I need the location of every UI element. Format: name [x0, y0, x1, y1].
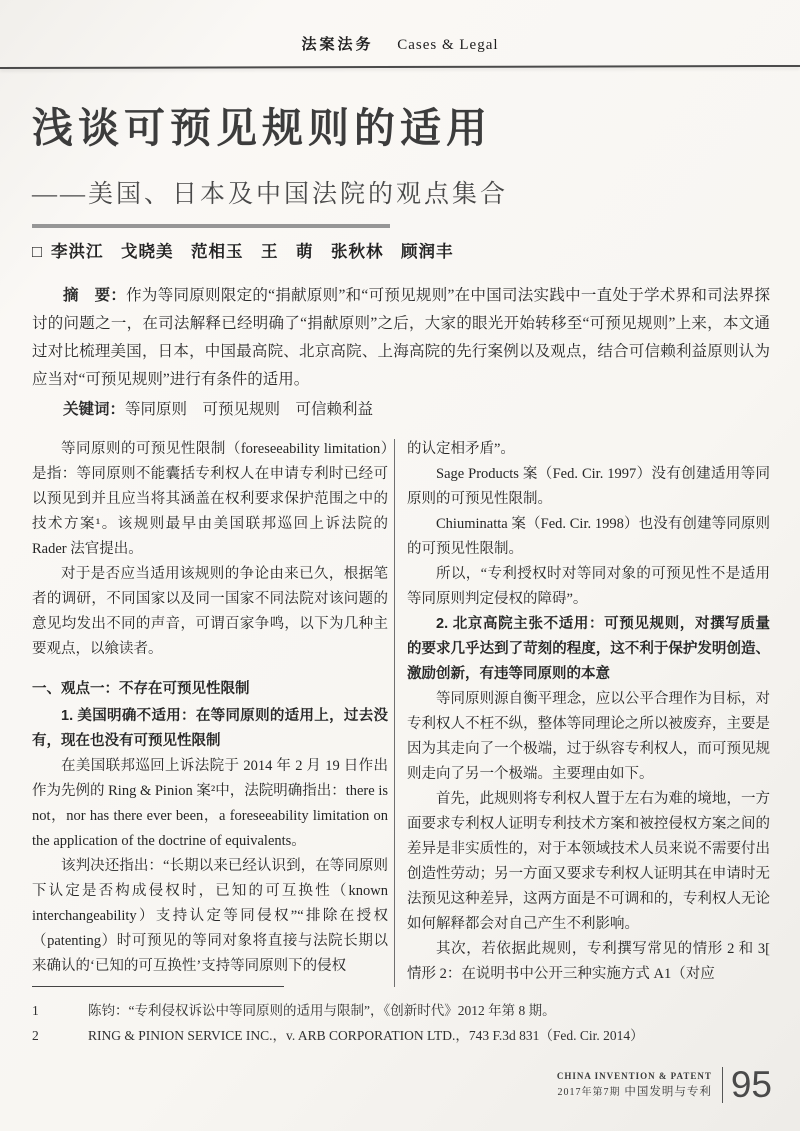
body-paragraph: 等同原则源自衡平理念，应以公平合理作为目标，对专利权人不枉不纵，整体等同理论之所以被废弃，主要是因为其走向了一个极端，过于纵容专利权人，而可预见规则走向了另一个极端。主要理由如下。	[407, 691, 770, 782]
body-paragraph: 该判决还指出：“长期以来已经认识到，在等同原则下认定是否构成侵权时，已知的可互换性（known interchangeability）支持认定等同侵权”“排除在授权（patenting）时可预见的等同对象将直接与法院长期以来确认的‘已知的可互换性’支持等同原则下的侵权	[32, 858, 388, 974]
body-paragraph: 首先，此规则将专利权人置于左右为难的境地，一方面要求专利权人证明专利技术方案和被控侵权方案之间的差异是非实质性的，对于本领域技术人员来说不需要付出创造性劳动；另一方面又要求专利权人证明其在申请时无法预见这种差异，这两方面是不可调和的，专利权人无论如何解释都会对自己产生不利影响。	[407, 791, 770, 932]
journal-name-en: CHINA INVENTION & PATENT	[556, 1070, 712, 1081]
body-paragraph: Sage Products 案（Fed. Cir. 1997）没有创建适用等同原则的可预见性限制。	[407, 466, 770, 507]
left-column	[32, 437, 388, 989]
footnote-text: 陈钧：“专利侵权诉讼中等同原则的适用与限制”，《创新时代》2012 年第 8 期。	[88, 1003, 556, 1018]
body-paragraph: Chiuminatta 案（Fed. Cir. 1998）也没有创建等同原则的可预见性限制。	[407, 516, 770, 557]
section-title-en: Cases & Legal	[397, 37, 499, 53]
sub-heading: 1. 美国明确不适用：在等同原则的适用上，过去没有，现在也没有可预见性限制	[32, 708, 388, 749]
body-paragraph: 在美国联邦巡回上诉法院于 2014 年 2 月 19 日作出作为先例的 Ring & Pinion 案²中，法院明确指出：there is not，nor has there ever been，a foreseeability limitation on the application of the doctrine of equivalents。	[32, 758, 388, 849]
footnote-divider	[32, 986, 284, 987]
sub-heading: 2. 北京高院主张不适用：可预见规则，对撰写质量的要求几乎达到了苛刻的程度，这不利于保护发明创造、激励创新，有违等同原则的本意	[407, 616, 770, 682]
body-paragraph: 的认定相矛盾”。	[407, 441, 515, 457]
page-footer	[557, 1066, 772, 1103]
right-column	[407, 437, 770, 989]
footnote-number: 2	[32, 1028, 39, 1043]
author-marker-icon: □	[32, 243, 43, 261]
header-divider	[0, 65, 800, 69]
body-columns	[32, 437, 770, 989]
section-header	[0, 33, 800, 54]
authors-divider	[32, 224, 390, 228]
keywords-text: 等同原则 可预见规则 可信赖利益	[125, 401, 374, 418]
page-number: 95	[730, 1064, 772, 1105]
journal-cn-label: 中国发明与专利	[624, 1085, 712, 1098]
keywords-line	[32, 396, 770, 424]
authors-line	[32, 238, 453, 262]
author-names: 李洪江 戈晓美 范相玉 王 萌 张秋林 顾润丰	[50, 243, 454, 261]
abstract-label: 摘 要：	[63, 287, 127, 304]
keywords-label: 关键词：	[63, 401, 126, 418]
section-heading: 一、观点一：不存在可预见性限制	[32, 681, 250, 697]
body-paragraph: 所以，“专利授权时对等同对象的可预见性不是适用等同原则判定侵权的障碍”。	[407, 566, 770, 607]
footnote-number: 1	[32, 1003, 39, 1018]
abstract-paragraph	[32, 282, 770, 394]
body-paragraph: 其次，若依据此规则，专利撰写常见的情形 2 和 3[ 情形 2：在说明书中公开三种实施方式 A1（对应	[407, 941, 770, 982]
abstract-text: 作为等同原则限定的“捐献原则”和“可预见规则”在中国司法实践中一直处于学术界和司法界探讨的问题之一，在司法解释已经明确了“捐献原则”之后，大家的眼光开始转移至“可预见规则”上来，本文通过对比梳理美国，日本，中国最高院、北京高院、上海高院的先行案例以及观点，结合可信赖利益原则认为应当对“可预见规则”进行有条件的适用。	[32, 287, 770, 388]
section-title-cn: 法案法务	[301, 36, 374, 53]
footer-journal-info	[557, 1071, 712, 1099]
footnote-item	[32, 1023, 770, 1048]
body-paragraph: 对于是否应当适用该规则的争论由来已久，根据笔者的调研，不同国家以及同一国家不同法院对该问题的意见均发出不同的声音，可谓百家争鸣，以下为几种主要观点，以飨读者。	[32, 566, 388, 657]
body-paragraph: 等同原则的可预见性限制（foreseeability limitation）是指：等同原则不能囊括专利权人在申请专利时已经可以预见到并且应当将其涵盖在权利要求保护范围之中的技术方案¹。该规则最早由美国联邦巡回上诉法院的 Rader 法官提出。	[32, 441, 388, 557]
footnote-item	[32, 998, 770, 1023]
abstract-block	[32, 282, 770, 424]
footer-divider	[722, 1067, 723, 1103]
issue-label: 2017年第7期	[557, 1086, 621, 1098]
article-title: 浅谈可预见规则的适用	[32, 105, 492, 151]
footnote-text: RING & PINION SERVICE INC.，v. ARB CORPORATION LTD.，743 F.3d 831（Fed. Cir. 2014）	[88, 1028, 644, 1043]
column-divider	[394, 439, 395, 987]
footnotes-block	[32, 986, 770, 1048]
journal-name-cn	[557, 1083, 712, 1099]
article-subtitle: ——美国、日本及中国法院的观点集合	[32, 181, 509, 208]
